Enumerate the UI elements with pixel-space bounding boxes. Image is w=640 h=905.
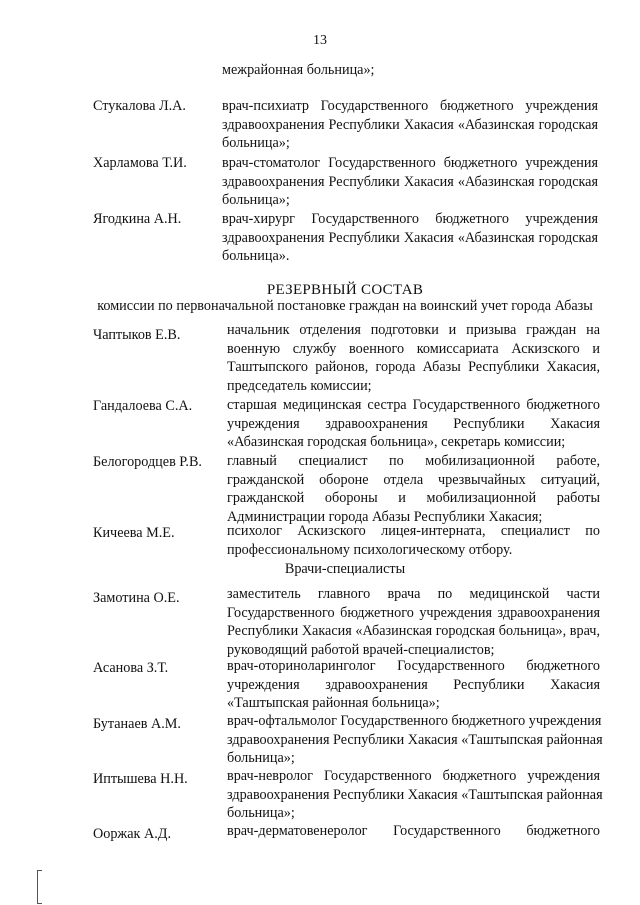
text-line: председатель комиссии; — [227, 377, 372, 394]
member-description — [227, 767, 603, 823]
text-line: врач-оториноларинголог Государственного бюджетного — [227, 658, 600, 674]
member-description — [227, 522, 600, 559]
member-description — [227, 452, 600, 526]
text-line: Таштыпского районов, города Абазы Республики Хакасия, — [227, 359, 600, 376]
text-line: гражданской обороне отдела чрезвычайных ситуаций, — [227, 471, 600, 488]
text-line: больница»; — [222, 192, 290, 209]
text-line: учреждения здравоохранения Республики Хакасия — [227, 415, 600, 432]
text-line: военную службу военного комиссариата Аскизского и — [227, 340, 600, 357]
member-name: Кичеева М.Е. — [93, 525, 175, 541]
member-name: Чаптыков Е.В. — [93, 327, 181, 343]
member-description — [222, 210, 598, 266]
member-name: Иптышева Н.Н. — [93, 771, 188, 787]
continuation-text — [222, 61, 598, 80]
reserve-subheading: комиссии по первоначальной постановке граждан на воинский учет города Абазы — [97, 298, 593, 314]
member-name: Бутанаев А.М. — [93, 716, 181, 732]
text-line: Республики Хакасия «Абазинская городская больница», врач, — [227, 623, 600, 640]
text-line: старшая медицинская сестра Государственного бюджетного — [227, 397, 600, 413]
doctors-heading: Врачи-специалисты — [284, 561, 406, 577]
text-line: больница»; — [222, 135, 290, 152]
text-line: врач-офтальмолог Государственного бюджетного учреждения — [227, 713, 602, 729]
text-line: здравоохранения Республики Хакасия «Абазинская городская — [222, 173, 598, 190]
text-line: межрайонная больница»; — [222, 62, 375, 78]
text-line: «Таштыпская районная больница»; — [227, 695, 440, 712]
text-line: врач-дерматовенеролог Государственного бюджетного — [227, 823, 600, 839]
member-name: Стукалова Л.А. — [93, 98, 186, 114]
member-name: Харламова Т.И. — [93, 155, 187, 171]
text-line: заместитель главного врача по медицинской части — [227, 586, 600, 602]
text-line: главный специалист по мобилизационной работе, — [227, 453, 600, 469]
member-description — [222, 154, 598, 210]
text-line: руководящий работой врачей-специалистов; — [227, 641, 495, 658]
text-line: начальник отделения подготовки и призыва граждан на — [227, 322, 600, 338]
member-name: Ооржак А.Д. — [93, 826, 171, 842]
text-line: психолог Аскизского лицея-интерната, специалист по — [227, 523, 600, 539]
member-name: Асанова З.Т. — [93, 660, 169, 676]
member-description — [227, 585, 600, 659]
member-description — [227, 712, 603, 768]
member-name: Ягодкина А.Н. — [93, 211, 182, 227]
text-line: больница»; — [227, 805, 295, 822]
text-line: больница». — [222, 248, 290, 265]
text-line: учреждения здравоохранения Республики Хакасия — [227, 676, 600, 693]
reserve-heading: РЕЗЕРВНЫЙ СОСТАВ — [266, 282, 424, 298]
member-description — [227, 321, 600, 395]
member-description — [227, 657, 600, 713]
text-line: гражданской обороны и мобилизационной работы — [227, 490, 600, 507]
text-line: Администрации города Абазы Республики Хакасия; — [227, 508, 543, 525]
text-line: больница»; — [227, 750, 295, 767]
member-name: Замотина О.Е. — [93, 590, 180, 606]
text-line: здравоохранения Республики Хакасия «Абазинская городская — [222, 229, 598, 246]
text-line: здравоохранения Республики Хакасия «Таштыпская районная — [227, 731, 603, 748]
text-line: «Абазинская городская больница», секретарь комиссии; — [227, 434, 566, 451]
member-description — [227, 822, 600, 841]
text-line: врач-хирург Государственного бюджетного учреждения — [222, 211, 598, 227]
text-line: врач-психиатр Государственного бюджетного учреждения — [222, 98, 598, 114]
scan-margin-mark — [37, 870, 42, 904]
text-line: здравоохранения Республики Хакасия «Таштыпская районная — [227, 786, 603, 803]
text-line: врач-стоматолог Государственного бюджетного учреждения — [222, 155, 598, 171]
member-description — [227, 396, 600, 452]
member-name: Гандалоева С.А. — [93, 398, 193, 414]
text-line: профессиональному психологическому отбору. — [227, 541, 513, 558]
member-name: Белогородцев Р.В. — [93, 454, 202, 470]
text-line: врач-невролог Государственного бюджетного учреждения — [227, 768, 600, 784]
page-number: 13 — [313, 33, 327, 48]
member-description — [222, 97, 598, 153]
text-line: здравоохранения Республики Хакасия «Абазинская городская — [222, 116, 598, 133]
text-line: Государственного бюджетного учреждения здравоохранения — [227, 604, 600, 621]
